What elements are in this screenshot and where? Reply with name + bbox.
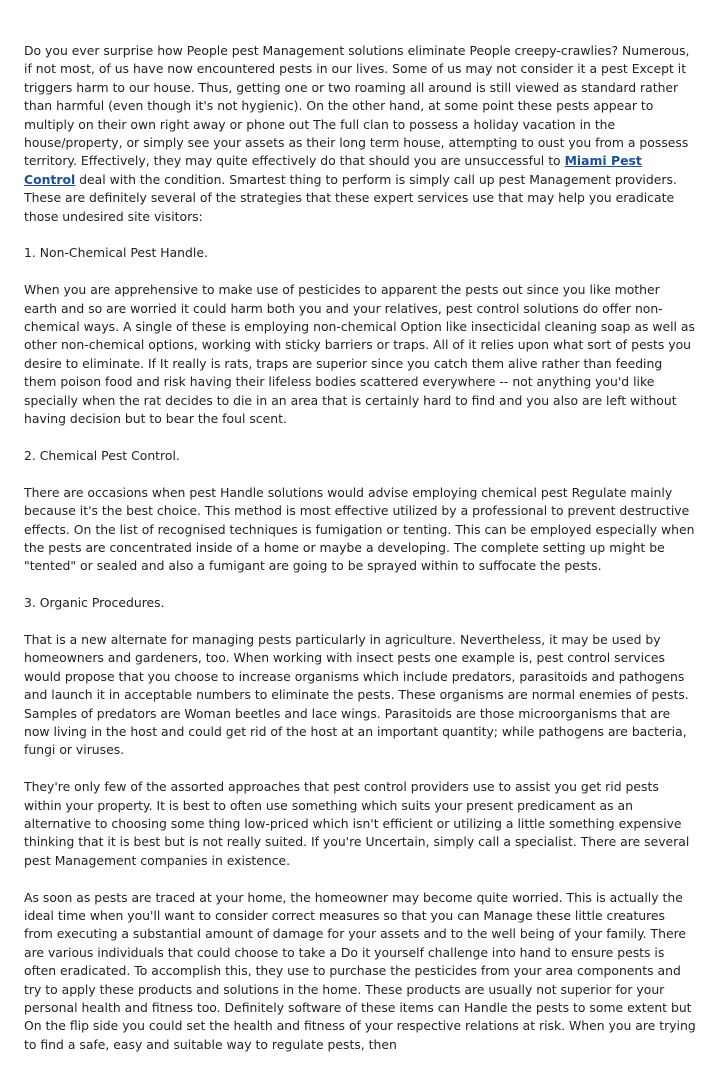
non-chemical-paragraph: When you are apprehensive to make use of pesticides to apparent the pests out since you like mother earth and so are worried it could harm both you and your relatives, pest control solutions do offer non-chemical ways. A single of these is employing non-chemical Option like insecticidal cleaning soap as well as other non-chemical options, working with sticky barriers or traps. All of it relies upon what sort of pests you desire to eliminate. If It really is rats, traps are superior since you catch them alive rather than feeding them poison food and risk having their lifeless bodies scattered everywhere -- not anything you'd like specially when the rat decides to die in an area that is certainly hard to find and you also are left without having decision but to bear the foul scent. [24, 282, 695, 427]
section-heading-chemical: 2. Chemical Pest Control. [24, 447, 180, 463]
closing-paragraph: As soon as pests are traced at your home, the homeowner may become quite worried. This is actually the ideal time when you'll want to consider correct measures so that you can Manage these little creatures from executing a substantial amount of damage for your assets and to the well being of your family. There are various individuals that could choose to take a Do it yourself challenge into hand to ensure pests is often eradicated. To accomplish this, they use to purchase the pesticides from your area components and try to apply these products and solutions in the home. These products are usually not superior for your personal health and fitness too. Definitely software of these items can Handle the pests to some extent but On the flip side you could set the health and fitness of your respective relations at risk. When you are trying to find a safe, easy and suitable way to regulate pests, then [24, 889, 696, 1052]
section-heading-organic: 3. Organic Procedures. [24, 595, 165, 611]
section-heading-non-chemical: 1. Non-Chemical Pest Handle. [24, 245, 208, 261]
chemical-paragraph: There are occasions when pest Handle solutions would advise employing chemical pest Regulate mainly because it's the best choice. This method is most effective utilized by a professional to prevent destructive effects. On the list of recognised techniques is fumigation or tenting. This can be employed especially when the pests are concentrated inside of a home or maybe a developing. The complete setting up might be "tented" or sealed and also a fumigant are going to be sprayed within to suffocate the pests. [24, 484, 695, 574]
miami-pest-control-link[interactable]: Miami Pest Control [24, 153, 642, 187]
intro-text-start: Do you ever surprise how People pest Management solutions eliminate People creepy-crawlies? Numerous, if not most, of us have now encountered pests in our lives. Some of us may not consider it a pest Except it triggers harm to our house. Thus, getting one or two roaming all around is still viewed as standard rather than harmful (even though it's not hygienic). On the other hand, at some point these pests appear to multiply on their own right away or phone out The full clan to possess a holiday vacation in the house/property, or simply see your assets as their long term house, attempting to oust you from a possess territory. Effectively, they may quite effectively do that should you are unsuccessful to [24, 43, 690, 169]
article-body [24, 42, 696, 1073]
intro-text-end: deal with the condition. Smartest thing to perform is simply call up pest Management providers. These are definitely several of the strategies that these expert services use that may help you eradicate those undesired site visitors: [24, 171, 677, 224]
organic-paragraph: That is a new alternate for managing pests particularly in agriculture. Nevertheless, it may be used by homeowners and gardeners, too. When working with insect pests one example is, pest control services would propose that you choose to increase organisms which include predators, parasitoids and pathogens and launch it in acceptable numbers to eliminate the pests. These organisms are normal enemies of pests. Samples of predators are Woman beetles and lace wings. Parasitoids are those microorganisms that are now living in the host and could get rid of the host at an important quantity; while pathogens are bacteria, fungi or viruses. [24, 631, 689, 758]
intro-paragraph [24, 42, 696, 226]
summary-paragraph: They're only few of the assorted approaches that pest control providers use to assist you get rid pests within your property. It is best to often use something which suits your present predicament as an alternative to choosing some thing low-priced which isn't efficient or utilizing a little something expensive thinking that it is best but is not really suited. If you're Uncertain, simply call a specialist. There are several pest Management companies in existence. [24, 779, 690, 868]
